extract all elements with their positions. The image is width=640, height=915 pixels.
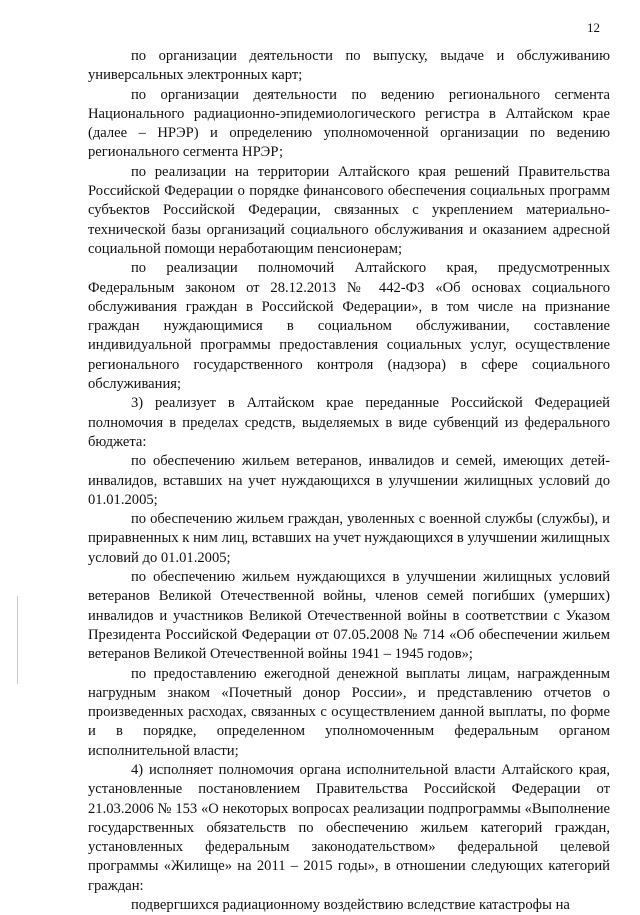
paragraph-uek-cards: по организации деятельности по выпуску, выдаче и обслуживанию универсальных электронных карт; xyxy=(88,48,610,84)
paragraph-item-3: 3) реализует в Алтайском крае переданные Российской Федерацией полномочия в пределах средств, выделяемых в виде субвенций из федерального бюджета: xyxy=(88,395,610,450)
paragraph-nrer-segment: по организации деятельности по ведению регионального сегмента Национального радиационно-эпидемиологического регистра в Алтайском крае (далее – НРЭР) и определению уполномоченной организации по ведению регионального сегмента НРЭР; xyxy=(88,86,610,161)
paragraph-social-programs: по реализации на территории Алтайского края решений Правительства Российской Федерации о порядке финансового обеспечения социальных программ субъектов Российской Федерации, связанных с укреплением материально-технической базы организаций социального обслуживания и оказанием адресной социальной помощи неработающим пенсионерам; xyxy=(88,163,610,257)
margin-line xyxy=(17,596,18,684)
paragraph-veterans-housing: по обеспечению жильем ветеранов, инвалидов и семей, имеющих детей-инвалидов, вставших на учет нуждающихся в улучшении жилищных условий до 01.01.2005; xyxy=(88,453,610,508)
paragraph-donor-payment: по предоставлению ежегодной денежной выплаты лицам, награжденным нагрудным знаком «Почетный донор России», и представлению отчетов о произведенных расходах, связанных с осуществлением данной выплаты, по форме и в порядке, определенном уполномоченным федеральным органом исполнительной власти; xyxy=(88,665,610,759)
paragraph-law-442: по реализации полномочий Алтайского края, предусмотренных Федеральным законом от 28.12.2013 № 442-ФЗ «Об основах социального обслуживания граждан в Российской Федерации», в том числе на признание граждан нуждающимися в социальном обслуживании, составление индивидуальной программы предоставления социальных услуг, осуществление регионального государственного контроля (надзора) в сфере социального обслуживания; xyxy=(88,260,610,393)
paragraph-item-4: 4) исполняет полномочия органа исполнительной власти Алтайского края, установленные постановлением Правительства Российской Федерации от 21.03.2006 № 153 «О некоторых вопросах реализации подпрограммы «Выполнение государственных обязательств по обеспечению жильем категорий граждан, установленных федеральным законодательством» федеральной целевой программы «Жилище» на 2011 – 2015 годы», в отношении следующих категорий граждан: xyxy=(88,761,610,894)
document-body xyxy=(88,47,610,915)
paragraph-wwii-housing: по обеспечению жильем нуждающихся в улучшении жилищных условий ветеранов Великой Отечественной войны, членов семей погибших (умерших) инвалидов и участников Великой Отечественной войны в соответствии с Указом Президента Российской Федерации от 07.05.2008 № 714 «Об обеспечении жильем ветеранов Великой Отечественной войны 1941 – 1945 годов»; xyxy=(88,569,610,663)
paragraph-radiation: подвергшихся радиационному воздействию вследствие катастрофы на xyxy=(131,897,570,914)
paragraph-military-housing: по обеспечению жильем граждан, уволенных с военной службы (службы), и приравненных к ним лиц, вставших на учет нуждающихся в улучшении жилищных условий до 01.01.2005; xyxy=(88,511,610,566)
page-number: 12 xyxy=(587,20,600,35)
